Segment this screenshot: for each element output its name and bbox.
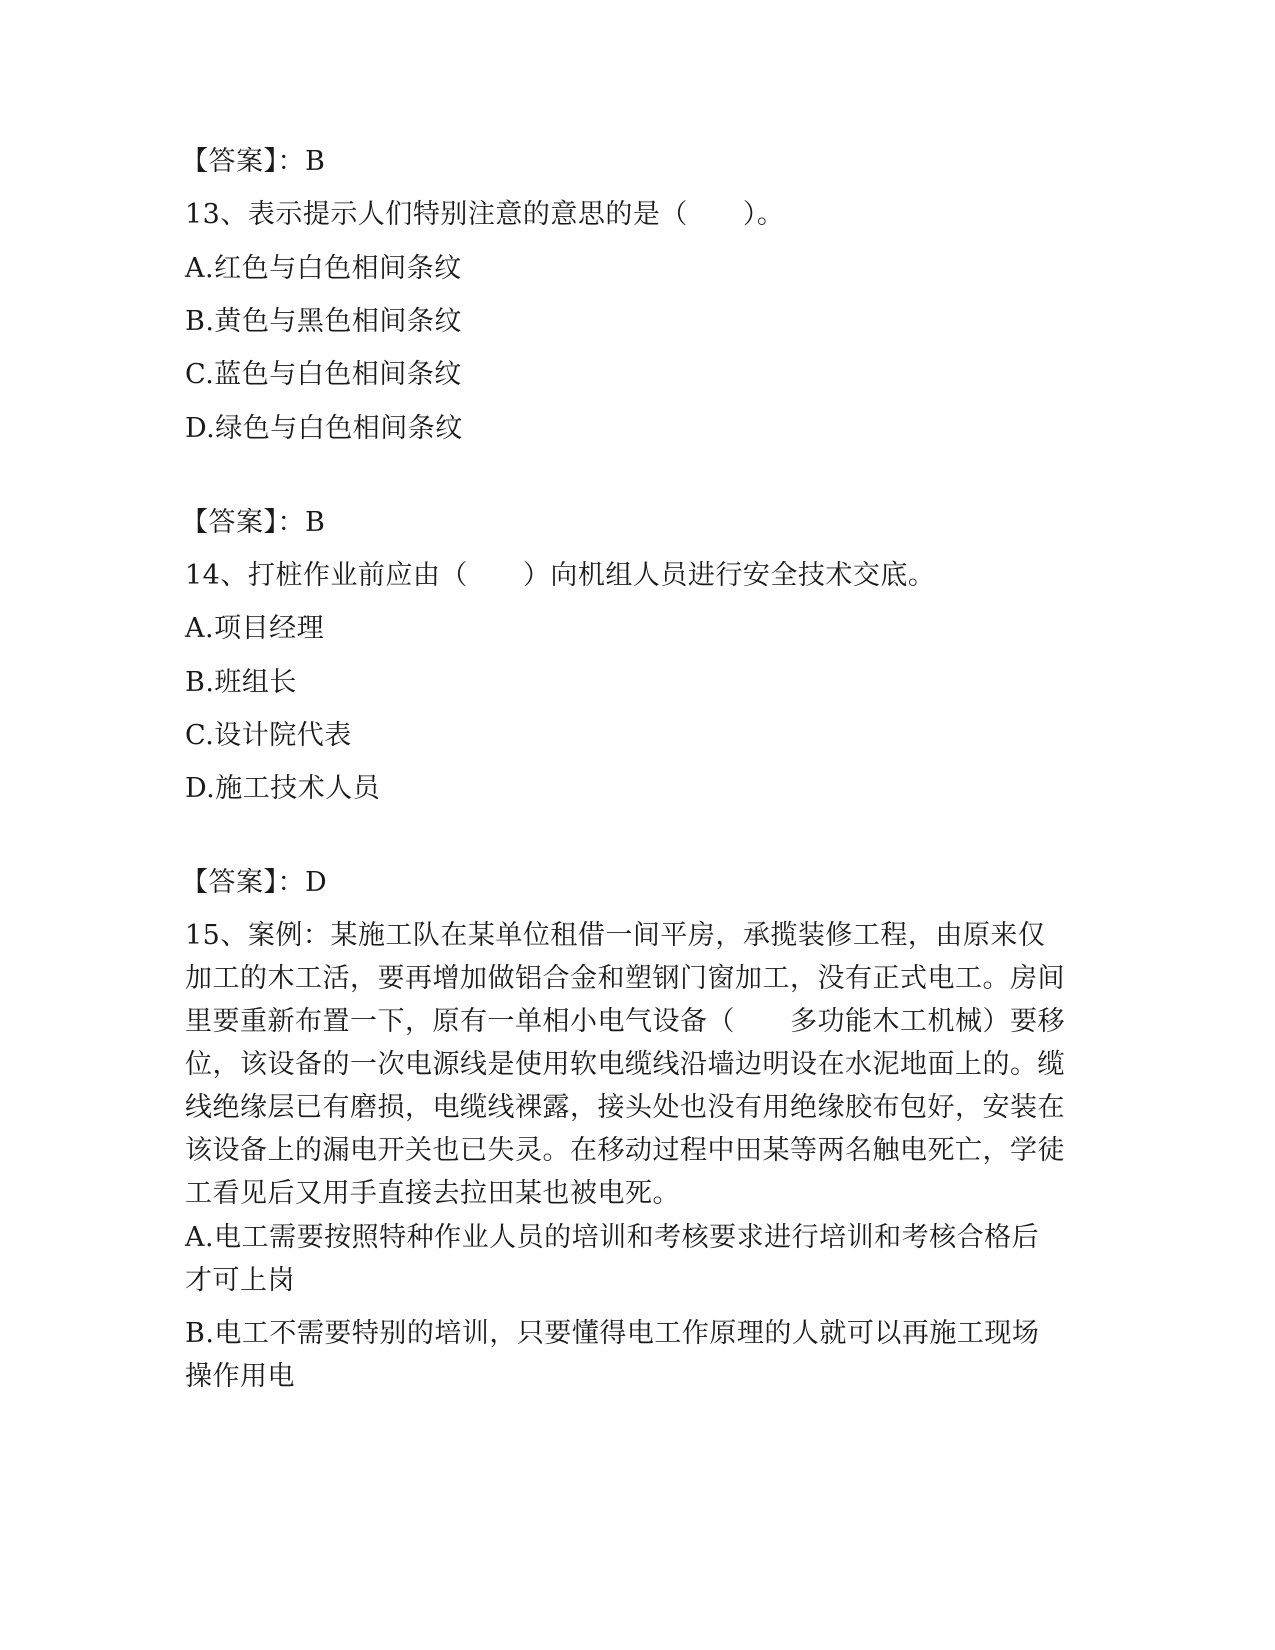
answer-label: 【答案】：B	[181, 507, 326, 538]
question-15: 15、案例：某施工队在某单位租借一间平房，承揽装修工程，由原来仅加工的木工活，要再增加做铝合金和塑钢门窗加工，没有正式电工。房间里要重新布置一下，原有一单相小电气设备（ 多功能木工机械）要移位，该设备的一次电源线是使用软电缆线沿墙边明设在水泥地面上的。缆线绝缘层已有磨损，电缆线裸露，接头处也没有用绝缘胶布包好，安装在该设备上的漏电开关也已失灵。在移动过程中田某等两名触电死亡，学徒工看见后又用手直接去拉田某也被电死。	[185, 920, 1065, 1209]
question-14: 14、打桩作业前应由（ ）向机组人员进行安全技术交底。	[185, 560, 936, 591]
option-14-c: C.设计院代表	[185, 720, 352, 751]
option-14-a: A.项目经理	[185, 613, 325, 644]
answer-label: 【答案】：B	[181, 146, 326, 177]
option-14-b: B.班组长	[185, 667, 297, 698]
option-14-d: D.施工技术人员	[185, 773, 381, 804]
option-15-a: A.电工需要按照特种作业人员的培训和考核要求进行培训和考核合格后才可上岗	[185, 1222, 1040, 1296]
question-13: 13、表示提示人们特别注意的意思的是（ ）。	[185, 199, 785, 230]
option-13-a: A.红色与白色相间条纹	[185, 253, 462, 284]
option-13-b: B.黄色与黑色相间条纹	[185, 306, 462, 337]
option-13-d: D.绿色与白色相间条纹	[185, 413, 463, 444]
answer-label: 【答案】：D	[181, 867, 328, 898]
option-15-b: B.电工不需要特别的培训，只要懂得电工作原理的人就可以再施工现场操作用电	[185, 1318, 1040, 1392]
option-13-c: C.蓝色与白色相间条纹	[185, 359, 462, 390]
